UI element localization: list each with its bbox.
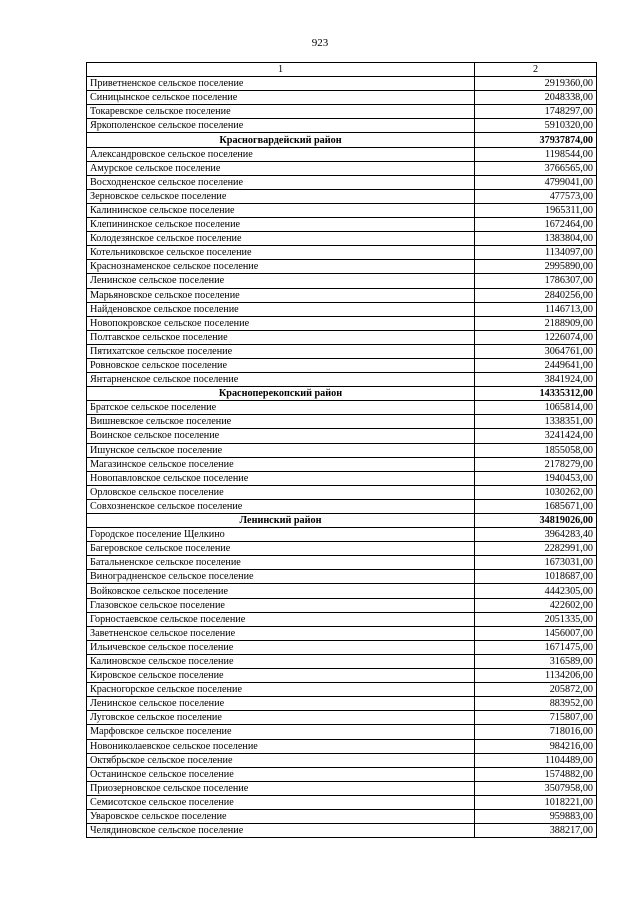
table-row — [87, 358, 597, 372]
table-row — [87, 584, 597, 598]
settlement-name: Орловское сельское поселение — [87, 485, 475, 499]
settlement-name: Александровское сельское поселение — [87, 147, 475, 161]
table-row — [87, 246, 597, 260]
table-row — [87, 542, 597, 556]
column-header-1: 1 — [87, 63, 475, 77]
settlement-name: Ишунское сельское поселение — [87, 443, 475, 457]
settlement-amount: 1786307,00 — [475, 274, 597, 288]
settlement-name: Ленинское сельское поселение — [87, 697, 475, 711]
settlement-name: Городское поселение Щелкино — [87, 528, 475, 542]
table-row — [87, 91, 597, 105]
settlement-name: Войковское сельское поселение — [87, 584, 475, 598]
table-row — [87, 161, 597, 175]
settlement-amount: 2048338,00 — [475, 91, 597, 105]
settlement-amount: 1685671,00 — [475, 499, 597, 513]
table-row — [87, 344, 597, 358]
settlement-amount: 1226074,00 — [475, 330, 597, 344]
settlement-name: Пятихатское сельское поселение — [87, 344, 475, 358]
settlement-amount: 959883,00 — [475, 809, 597, 823]
settlement-amount: 2188909,00 — [475, 316, 597, 330]
settlement-name: Янтарненское сельское поселение — [87, 373, 475, 387]
table-row — [87, 274, 597, 288]
settlement-name: Братское сельское поселение — [87, 401, 475, 415]
settlement-name: Полтавское сельское поселение — [87, 330, 475, 344]
settlement-name: Магазинское сельское поселение — [87, 457, 475, 471]
settlement-amount: 1673031,00 — [475, 556, 597, 570]
settlement-name: Калининское сельское поселение — [87, 203, 475, 217]
settlement-amount: 4442305,00 — [475, 584, 597, 598]
table-row — [87, 612, 597, 626]
settlement-name: Совхозненское сельское поселение — [87, 499, 475, 513]
settlement-name: Семисотское сельское поселение — [87, 795, 475, 809]
table-row — [87, 429, 597, 443]
settlement-name: Новопокровское сельское поселение — [87, 316, 475, 330]
table-header-row — [87, 63, 597, 77]
settlement-amount: 1338351,00 — [475, 415, 597, 429]
settlement-amount: 718016,00 — [475, 725, 597, 739]
district-total-amount: 37937874,00 — [475, 133, 597, 147]
table-row — [87, 147, 597, 161]
table-row — [87, 669, 597, 683]
settlement-amount: 1134206,00 — [475, 669, 597, 683]
table-row — [87, 753, 597, 767]
settlement-amount: 3766565,00 — [475, 161, 597, 175]
settlement-amount: 4799041,00 — [475, 175, 597, 189]
settlement-amount: 3507958,00 — [475, 781, 597, 795]
settlement-name: Колодезянское сельское поселение — [87, 232, 475, 246]
settlement-amount: 1574882,00 — [475, 767, 597, 781]
settlement-amount: 388217,00 — [475, 824, 597, 838]
settlement-name: Найденовское сельское поселение — [87, 302, 475, 316]
settlement-name: Горностаевское сельское поселение — [87, 612, 475, 626]
settlement-amount: 3964283,40 — [475, 528, 597, 542]
settlement-amount: 316589,00 — [475, 654, 597, 668]
settlement-amount: 422602,00 — [475, 598, 597, 612]
settlement-name: Новопавловское сельское поселение — [87, 471, 475, 485]
settlement-name: Ленинское сельское поселение — [87, 274, 475, 288]
table-row — [87, 443, 597, 457]
table-row — [87, 626, 597, 640]
table-row — [87, 485, 597, 499]
settlement-amount: 715807,00 — [475, 711, 597, 725]
settlement-name: Яркополенское сельское поселение — [87, 119, 475, 133]
table-row — [87, 175, 597, 189]
table-row — [87, 119, 597, 133]
settlement-amount: 1456007,00 — [475, 626, 597, 640]
table-row — [87, 795, 597, 809]
district-total-row — [87, 387, 597, 401]
settlement-name: Токаревское сельское поселение — [87, 105, 475, 119]
settlement-amount: 2840256,00 — [475, 288, 597, 302]
settlement-amount: 1672464,00 — [475, 218, 597, 232]
settlement-amount: 2449641,00 — [475, 358, 597, 372]
settlement-name: Амурское сельское поселение — [87, 161, 475, 175]
settlement-name: Краснознаменское сельское поселение — [87, 260, 475, 274]
settlement-amount: 3241424,00 — [475, 429, 597, 443]
district-total-amount: 14335312,00 — [475, 387, 597, 401]
settlement-amount: 2178279,00 — [475, 457, 597, 471]
table-row — [87, 288, 597, 302]
table-row — [87, 401, 597, 415]
table-row — [87, 556, 597, 570]
budget-table — [86, 62, 597, 838]
settlement-name: Зерновское сельское поселение — [87, 189, 475, 203]
table-row — [87, 302, 597, 316]
table-row — [87, 373, 597, 387]
table-row — [87, 528, 597, 542]
settlement-amount: 1134097,00 — [475, 246, 597, 260]
settlement-name: Уваровское сельское поселение — [87, 809, 475, 823]
settlement-amount: 1940453,00 — [475, 471, 597, 485]
settlement-amount: 2051335,00 — [475, 612, 597, 626]
settlement-amount: 3841924,00 — [475, 373, 597, 387]
table-row — [87, 598, 597, 612]
table-row — [87, 711, 597, 725]
table-row — [87, 697, 597, 711]
settlement-amount: 1018221,00 — [475, 795, 597, 809]
settlement-name: Синицынское сельское поселение — [87, 91, 475, 105]
settlement-amount: 205872,00 — [475, 683, 597, 697]
settlement-name: Марфовское сельское поселение — [87, 725, 475, 739]
table-row — [87, 499, 597, 513]
settlement-amount: 1018687,00 — [475, 570, 597, 584]
settlement-amount: 1104489,00 — [475, 753, 597, 767]
column-header-2: 2 — [475, 63, 597, 77]
table-row — [87, 471, 597, 485]
district-total-amount: 34819026,00 — [475, 514, 597, 528]
settlement-name: Приозерновское сельское поселение — [87, 781, 475, 795]
settlement-amount: 3064761,00 — [475, 344, 597, 358]
settlement-name: Клепининское сельское поселение — [87, 218, 475, 232]
table-body — [87, 77, 597, 838]
settlement-name: Вишневское сельское поселение — [87, 415, 475, 429]
table-row — [87, 457, 597, 471]
settlement-name: Багеровское сельское поселение — [87, 542, 475, 556]
settlement-name: Октябрьское сельское поселение — [87, 753, 475, 767]
settlement-name: Кировское сельское поселение — [87, 669, 475, 683]
settlement-amount: 1198544,00 — [475, 147, 597, 161]
settlement-amount: 1146713,00 — [475, 302, 597, 316]
table-row — [87, 824, 597, 838]
settlement-name: Красногорское сельское поселение — [87, 683, 475, 697]
table-row — [87, 809, 597, 823]
table-row — [87, 316, 597, 330]
settlement-amount: 2995890,00 — [475, 260, 597, 274]
table-row — [87, 781, 597, 795]
settlement-name: Челядиновское сельское поселение — [87, 824, 475, 838]
district-name: Ленинский район — [87, 514, 475, 528]
table-row — [87, 725, 597, 739]
table-row — [87, 203, 597, 217]
table-row — [87, 570, 597, 584]
settlement-name: Новониколаевское сельское поселение — [87, 739, 475, 753]
settlement-name: Заветненское сельское поселение — [87, 626, 475, 640]
district-name: Красноперекопский район — [87, 387, 475, 401]
table-row — [87, 232, 597, 246]
settlement-amount: 1065814,00 — [475, 401, 597, 415]
settlement-amount: 1855058,00 — [475, 443, 597, 457]
settlement-name: Останинское сельское поселение — [87, 767, 475, 781]
page-number: 923 — [311, 37, 329, 49]
settlement-name: Котельниковское сельское поселение — [87, 246, 475, 260]
settlement-amount: 984216,00 — [475, 739, 597, 753]
settlement-name: Приветненское сельское поселение — [87, 77, 475, 91]
settlement-name: Марьяновское сельское поселение — [87, 288, 475, 302]
settlement-name: Ровновское сельское поселение — [87, 358, 475, 372]
table-row — [87, 683, 597, 697]
settlement-amount: 5910320,00 — [475, 119, 597, 133]
table-row — [87, 739, 597, 753]
settlement-name: Батальненское сельское поселение — [87, 556, 475, 570]
table-row — [87, 189, 597, 203]
table-row — [87, 330, 597, 344]
table-row — [87, 260, 597, 274]
settlement-name: Глазовское сельское поселение — [87, 598, 475, 612]
settlement-amount: 1965311,00 — [475, 203, 597, 217]
settlement-amount: 2919360,00 — [475, 77, 597, 91]
table-row — [87, 218, 597, 232]
settlement-name: Виноградненское сельское поселение — [87, 570, 475, 584]
table-row — [87, 640, 597, 654]
settlement-amount: 477573,00 — [475, 189, 597, 203]
settlement-name: Луговское сельское поселение — [87, 711, 475, 725]
district-total-row — [87, 133, 597, 147]
settlement-amount: 1671475,00 — [475, 640, 597, 654]
settlement-amount: 1748297,00 — [475, 105, 597, 119]
district-name: Красногвардейский район — [87, 133, 475, 147]
table-row — [87, 415, 597, 429]
settlement-name: Калиновское сельское поселение — [87, 654, 475, 668]
settlement-name: Воинское сельское поселение — [87, 429, 475, 443]
settlement-amount: 1030262,00 — [475, 485, 597, 499]
settlement-name: Ильичевское сельское поселение — [87, 640, 475, 654]
district-total-row — [87, 514, 597, 528]
table-row — [87, 105, 597, 119]
table-row — [87, 654, 597, 668]
table-row — [87, 767, 597, 781]
settlement-amount: 2282991,00 — [475, 542, 597, 556]
table-row — [87, 77, 597, 91]
settlement-name: Восходненское сельское поселение — [87, 175, 475, 189]
settlement-amount: 883952,00 — [475, 697, 597, 711]
settlement-amount: 1383804,00 — [475, 232, 597, 246]
